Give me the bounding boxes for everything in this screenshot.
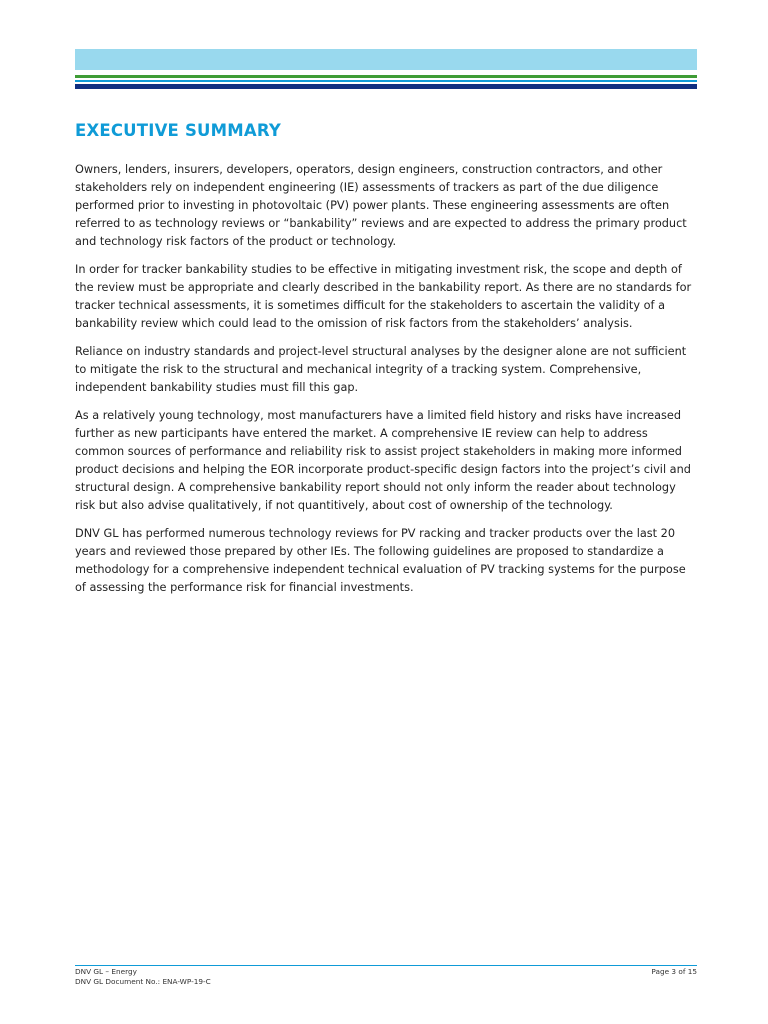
header-blue-rule [75,80,697,82]
header-navy-band [75,84,697,89]
body-text [75,161,699,607]
paragraph-2: In order for tracker bankability studies to be effective in mitigating investment risk, the scope and depth of the review must be appropriate and clearly described in the bankability report. As there are no standards for tracker technical assessments, it is sometimes difficult for the stakeholders to ascertain the validity of a bankability review which could lead to the omission of risk factors from the stakeholders’ analysis. [75,262,692,331]
footer-document-number: DNV GL Document No.: ENA-WP-19-C [75,977,211,986]
footer-page-number: Page 3 of 15 [651,967,697,976]
header-light-blue-band [75,49,697,70]
paragraph-1: Owners, lenders, insurers, developers, operators, design engineers, construction contractors, and other stakeholders rely on independent engineering (IE) assessments of trackers as part of the due diligence performed prior to investing in photovoltaic (PV) power plants. These engineering assessments are often referred to as technology reviews or “bankability” reviews and are expected to address the primary product and technology risk factors of the product or technology. [75,163,687,249]
paragraph-5: DNV GL has performed numerous technology reviews for PV racking and tracker products over the last 20 years and reviewed those prepared by other IEs. The following guidelines are proposed to standardize a methodology for a comprehensive independent technical evaluation of PV tracking systems for the purpose of assessing the performance risk for financial investments. [75,526,686,594]
footer-company: DNV GL – Energy [75,967,137,976]
footer-left [75,967,211,987]
footer-rule [75,965,697,966]
section-heading: EXECUTIVE SUMMARY [75,121,281,140]
paragraph-4: As a relatively young technology, most manufacturers have a limited field history and risks have increased further as new participants have entered the market. A comprehensive IE review can help to address common sources of performance and reliability risk to assist project stakeholders in making more informed product decisions and helping the EOR incorporate product-specific design factors into the project’s civil and structural design. A comprehensive bankability report should not only inform the reader about technology risk but also advise qualitatively, if not quantitively, about cost of ownership of the technology. [75,408,691,513]
paragraph-3: Reliance on industry standards and project-level structural analyses by the designer alone are not sufficient to mitigate the risk to the structural and mechanical integrity of a tracking system. Comprehensive, independent bankability studies must fill this gap. [75,344,687,395]
header-green-rule [75,75,697,78]
